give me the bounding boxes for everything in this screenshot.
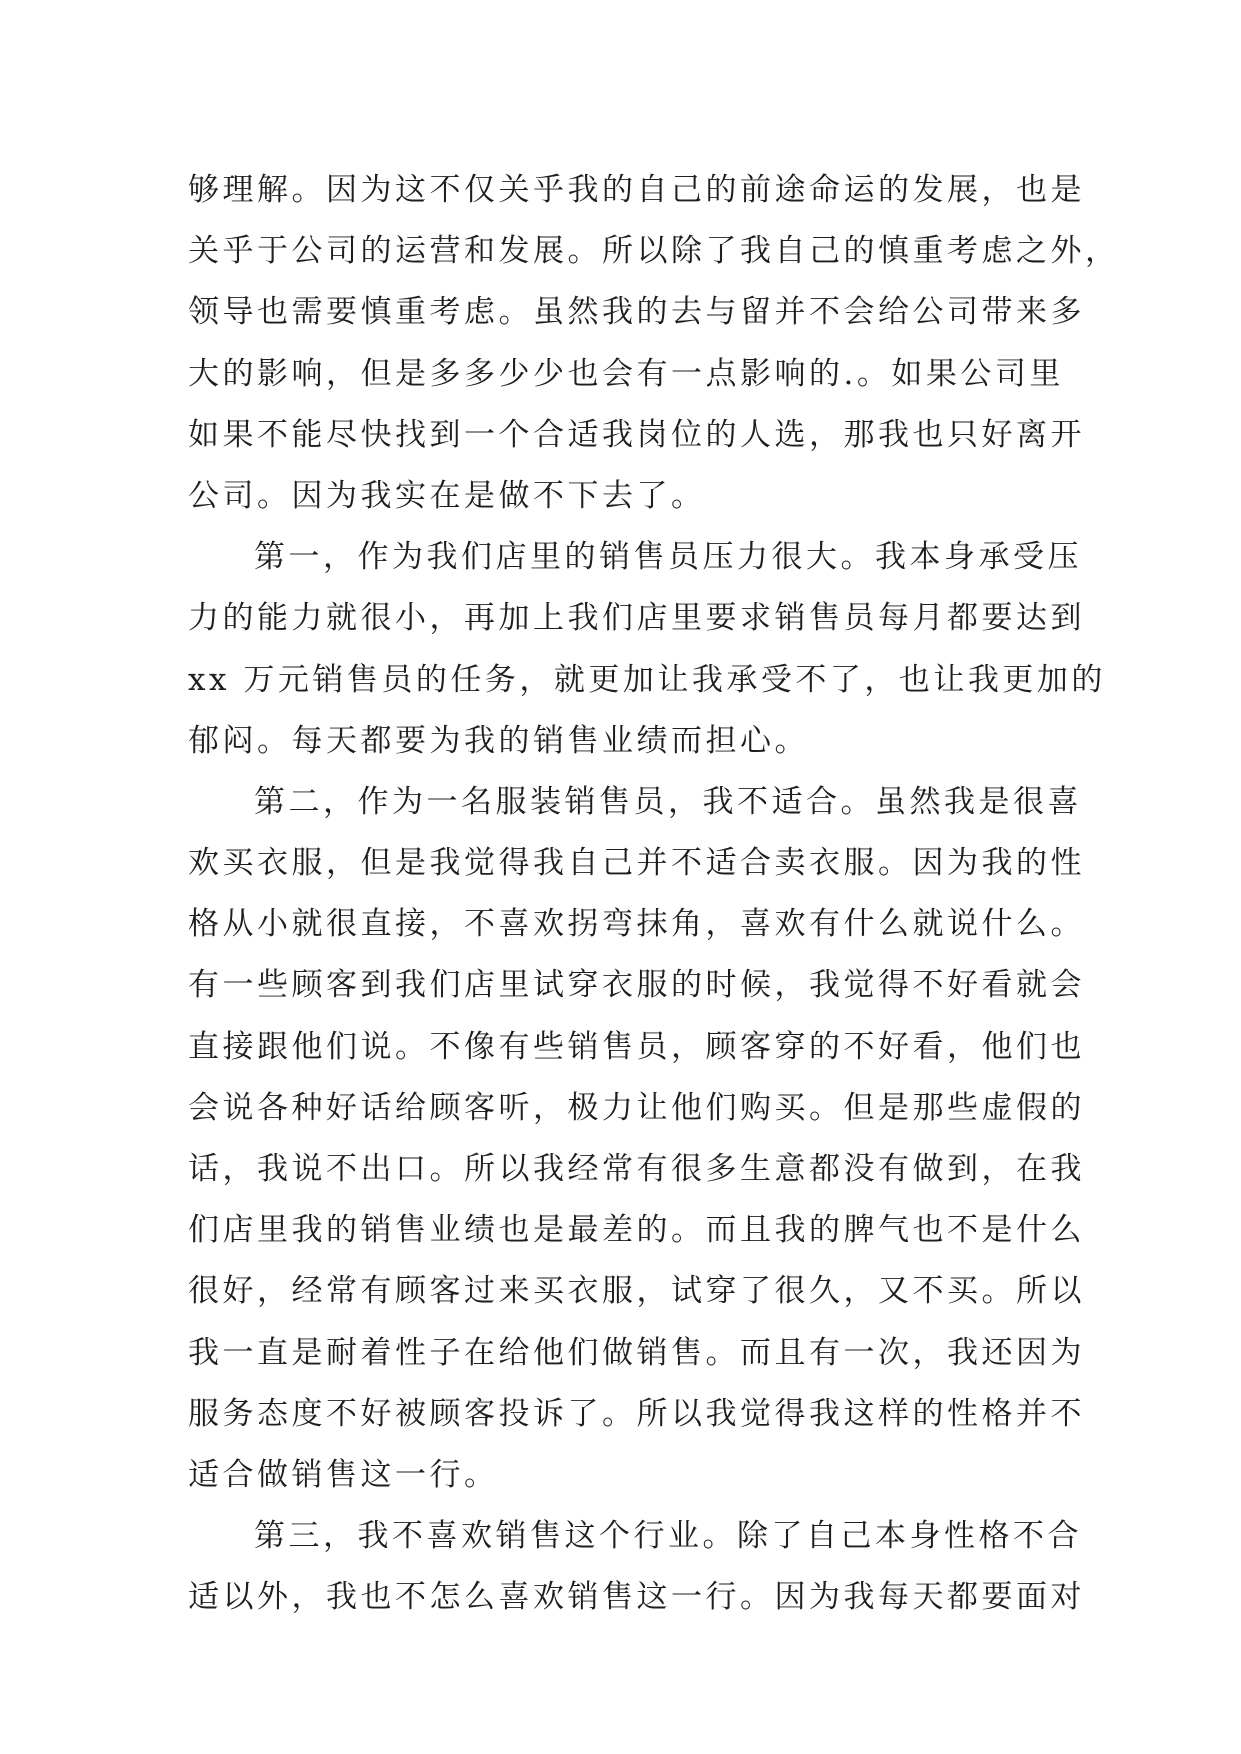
text-line: 我一直是耐着性子在给他们做销售。而且有一次，我还因为: [188, 1334, 1085, 1371]
text-line: 关乎于公司的运营和发展。所以除了我自己的慎重考虑之外，: [188, 233, 1120, 270]
text-line: 领导也需要慎重考虑。虽然我的去与留并不会给公司带来多: [188, 294, 1085, 331]
text-line: 欢买衣服，但是我觉得我自己并不适合卖衣服。因为我的性: [188, 845, 1085, 882]
text-line: 话，我说不出口。所以我经常有很多生意都没有做到，在我: [188, 1151, 1085, 1187]
text-line: 第一，作为我们店里的销售员压力很大。我本身承受压: [254, 539, 1082, 576]
text-line: 有一些顾客到我们店里试穿衣服的时候，我觉得不好看就会: [188, 967, 1085, 1004]
body-text: [188, 160, 1120, 1629]
text-line: 公司。因为我实在是做不下去了。: [188, 477, 706, 514]
text-line: 力的能力就很小，再加上我们店里要求销售员每月都要达到: [188, 600, 1085, 637]
text-line: 格从小就很直接，不喜欢拐弯抹角，喜欢有什么就说什么。: [188, 906, 1085, 943]
text-line: 郁闷。每天都要为我的销售业绩而担心。: [188, 722, 809, 759]
text-line: 适以外，我也不怎么喜欢销售这一行。因为我每天都要面对: [188, 1579, 1085, 1616]
text-line: 如果不能尽快找到一个合适我岗位的人选，那我也只好离开: [188, 416, 1085, 453]
text-line: 够理解。因为这不仅关乎我的自己的前途命运的发展，也是: [188, 172, 1085, 208]
text-line: 第二，作为一名服装销售员，我不适合。虽然我是很喜: [254, 783, 1082, 820]
text-line: 大的影响，但是多多少少也会有一点影响的.。如果公司里: [188, 355, 1064, 392]
text-line: 会说各种好话给顾客听，极力让他们购买。但是那些虚假的: [188, 1089, 1085, 1126]
text-line: xx 万元销售员的任务，就更加让我承受不了，也让我更加的: [188, 661, 1106, 698]
text-line: 第三，我不喜欢销售这个行业。除了自己本身性格不合: [254, 1518, 1082, 1555]
text-line: 很好，经常有顾客过来买衣服，试穿了很久，又不买。所以: [188, 1273, 1085, 1310]
text-line: 直接跟他们说。不像有些销售员，顾客穿的不好看，他们也: [188, 1028, 1085, 1065]
text-line: 服务态度不好被顾客投诉了。所以我觉得我这样的性格并不: [188, 1395, 1085, 1432]
text-line: 们店里我的销售业绩也是最差的。而且我的脾气也不是什么: [188, 1212, 1085, 1249]
text-line: 适合做销售这一行。: [188, 1456, 499, 1493]
